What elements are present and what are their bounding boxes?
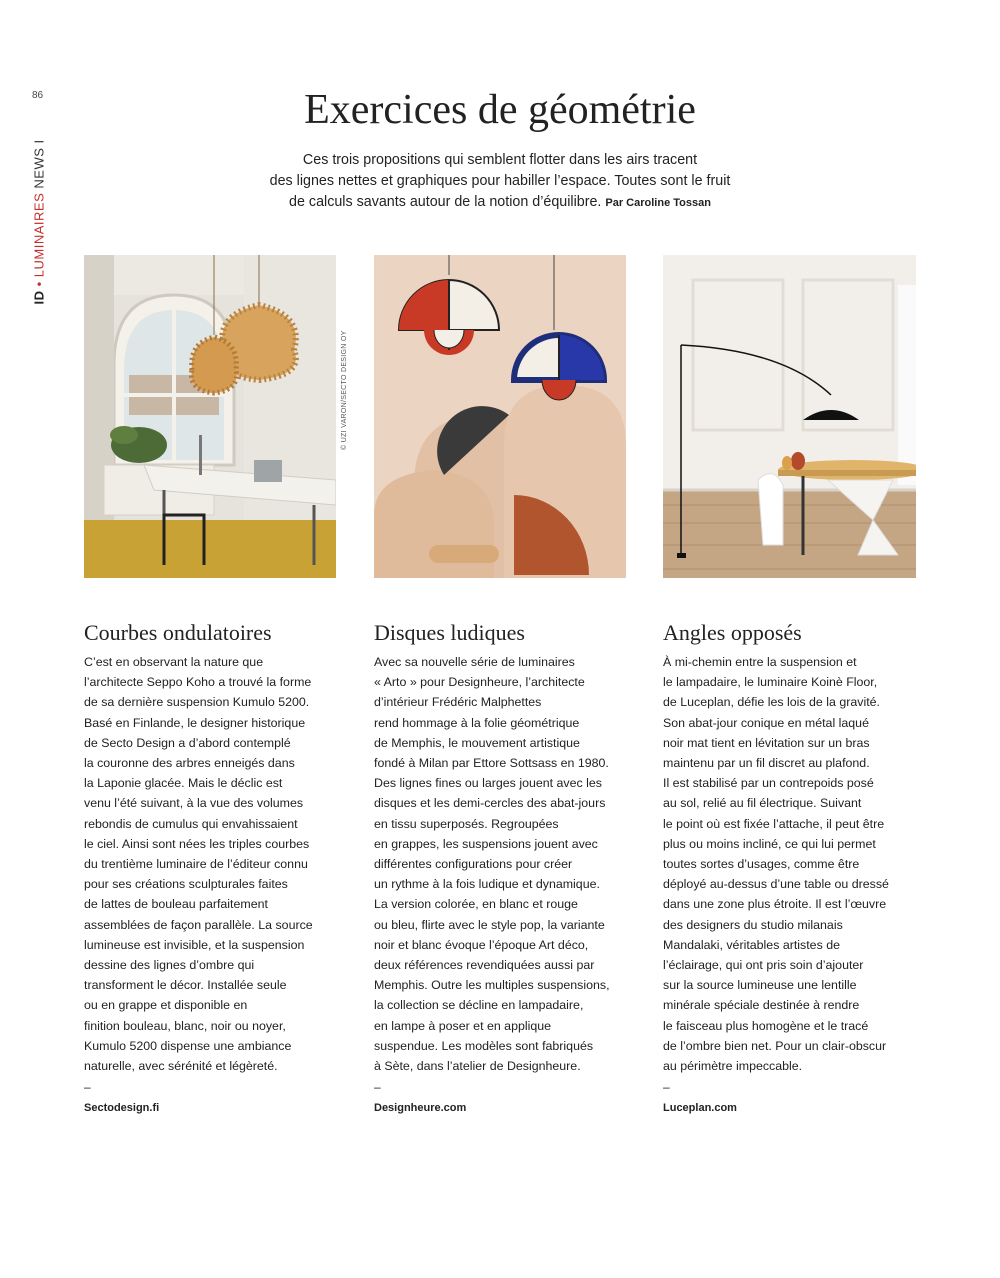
intro-line: Ces trois propositions qui semblent flotter dans les airs tracent [302, 152, 698, 168]
body-line: en grappes, les suspensions jouent avec [374, 836, 598, 851]
body-line: rebondis de cumulus qui envahissaient [84, 816, 298, 831]
article-angles [663, 620, 923, 1114]
body-line: Kumulo 5200 dispense une ambiance [84, 1038, 292, 1053]
body-line: À mi-chemin entre la suspension et [663, 655, 857, 669]
body-line: plus ou moins incliné, ce qui lui permet [663, 836, 876, 851]
body-line: Avec sa nouvelle série de luminaires [374, 655, 575, 669]
photo-credit: © UZI VARON/SECTO DESIGN OY [341, 330, 348, 450]
body-line: de l’ombre bien net. Pour un clair-obscur [663, 1038, 887, 1053]
source-link: Designheure.com [374, 1102, 467, 1115]
body-line: assemblées de façon parallèle. La source [84, 917, 313, 932]
section-label [32, 115, 47, 305]
body-line: C’est en observant la nature que [84, 655, 264, 669]
photo-arto-lamps [374, 255, 626, 578]
byline: Par Caroline Tossan [605, 197, 711, 209]
body-line: la collection se décline en lampadaire, [374, 998, 584, 1013]
intro-line [230, 192, 770, 214]
body-line: de lattes de bouleau parfaitement [84, 897, 268, 912]
body-line: finition bouleau, blanc, noir ou noyer, [84, 1018, 286, 1033]
source-link: Luceplan.com [663, 1102, 737, 1115]
body-line: déployé au-dessus d’une table ou dressé [663, 877, 889, 892]
body-line: à Sète, dans l’atelier de Designheure. [374, 1059, 581, 1074]
section-sub: NEWS [31, 147, 47, 189]
body-line: Il est stabilisé par un contrepoids posé [663, 776, 874, 791]
body-line: Mandalaki, véritables artistes de [663, 937, 840, 952]
body-line: de Secto Design a d’abord contemplé [84, 735, 291, 750]
body-line: des designers du studio milanais [663, 917, 843, 932]
page-number: 86 [32, 90, 44, 101]
body-line: lumineuse est invisible, et la suspension [84, 937, 305, 952]
intro-line-text: de calculs savants autour de la notion d’équilibre. [289, 194, 602, 210]
photo-koine-floor [663, 255, 916, 578]
dash-separator: – [84, 1080, 91, 1095]
article-courbes [84, 620, 344, 1114]
section-separator: I [31, 139, 47, 144]
body-line: l’éclairage, qui ont pris soin d’ajouter [663, 958, 864, 973]
body-line: en tissu superposés. Regroupées [374, 816, 559, 831]
body-line: du trentième luminaire de l’éditeur connu [84, 857, 308, 872]
body-line: au périmètre impeccable. [663, 1059, 803, 1074]
body-line: un rythme à la fois ludique et dynamique. [374, 877, 600, 892]
article-heading: Courbes ondulatoires [84, 620, 272, 645]
intro-paragraph [230, 150, 770, 214]
article-body [84, 652, 344, 1076]
page-title: Exercices de géométrie [304, 87, 696, 133]
section-id: ID [31, 290, 47, 305]
body-line: dessine des lignes d’ombre qui [84, 958, 255, 973]
article-body [663, 652, 923, 1076]
body-line: le faisceau plus homogène et le tracé [663, 1018, 869, 1033]
body-line: transforment le décor. Installée seule [84, 978, 287, 993]
body-line: noir mat tient en lévitation sur un bras [663, 735, 870, 750]
body-line: naturelle, avec sérénité et légèreté. [84, 1059, 278, 1074]
photo-kumulo-office [84, 255, 336, 578]
section-bullet: • [31, 281, 47, 287]
body-line: Basé en Finlande, le designer historique [84, 715, 306, 730]
body-line: différentes configurations pour créer [374, 857, 573, 872]
body-line: l’architecte Seppo Koho a trouvé la forme [84, 675, 312, 690]
body-line: Son abat-jour conique en métal laqué [663, 715, 869, 730]
body-line: d’intérieur Frédéric Malphettes [374, 695, 542, 710]
body-line: la Laponie glacée. Mais le déclic est [84, 776, 283, 791]
body-line: noir et blanc évoque l’époque Art déco, [374, 937, 589, 952]
article-heading: Angles opposés [663, 620, 802, 645]
body-line: toutes sortes d’usages, comme être [663, 857, 860, 872]
article-heading: Disques ludiques [374, 620, 525, 645]
dash-separator: – [374, 1080, 381, 1095]
body-line: maintenu par un fil discret au plafond. [663, 756, 870, 771]
body-line: deux références revendiquées aussi par [374, 958, 595, 973]
body-line: minérale spéciale destinée à rendre [663, 998, 860, 1013]
intro-line: des lignes nettes et graphiques pour habiller l’espace. Toutes sont le fruit [269, 173, 731, 189]
body-line: dans une zone plus étroite. Il est l’œuvre [663, 897, 887, 912]
body-line: de Memphis, le mouvement artistique [374, 735, 580, 750]
body-line: Des lignes fines ou larges jouent avec les [374, 776, 602, 791]
body-line: Memphis. Outre les multiples suspensions, [374, 978, 610, 993]
article-body [374, 652, 634, 1076]
source-link: Sectodesign.fi [84, 1102, 160, 1115]
body-line: fondé à Milan par Ettore Sottsass en 1980. [374, 756, 609, 771]
body-line: rend hommage à la folie géométrique [374, 715, 580, 730]
body-line: de sa dernière suspension Kumulo 5200. [84, 695, 310, 710]
dash-separator: – [663, 1080, 670, 1095]
body-line: « Arto » pour Designheure, l’architecte [374, 675, 585, 690]
body-line: la couronne des arbres enneigés dans [84, 756, 295, 771]
body-line: sur la source lumineuse une lentille [663, 978, 857, 993]
body-line: ou bleu, flirte avec le style pop, la variante [374, 917, 605, 932]
body-line: en lampe à poser et en applique [374, 1018, 552, 1033]
body-line: ou en grappe et disponible en [84, 998, 248, 1013]
section-name: LUMINAIRES [31, 192, 47, 278]
body-line: le point où est fixée l’attache, il peut être [663, 816, 885, 831]
body-line: suspendue. Les modèles sont fabriqués [374, 1038, 594, 1053]
body-line: le lampadaire, le luminaire Koinè Floor, [663, 675, 878, 690]
article-disques [374, 620, 634, 1114]
body-line: au sol, relié au fil électrique. Suivant [663, 796, 862, 811]
body-line: La version colorée, en blanc et rouge [374, 897, 578, 912]
body-line: disques et les demi-cercles des abat-jours [374, 796, 606, 811]
body-line: venu l’été suivant, à la vue des volumes [84, 796, 304, 811]
body-line: le ciel. Ainsi sont nées les triples courbes [84, 836, 310, 851]
body-line: de Luceplan, défie les lois de la gravité. [663, 695, 880, 710]
body-line: pour ses créations sculpturales faites [84, 877, 288, 892]
